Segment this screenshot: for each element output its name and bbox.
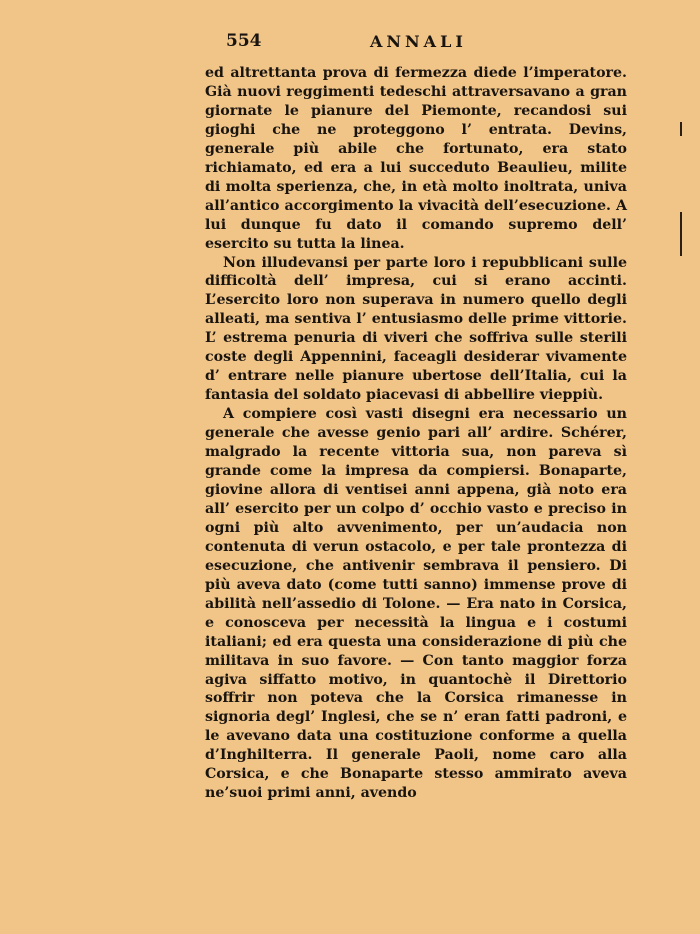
page-edge-mark — [680, 212, 682, 256]
paragraph-2: Non illudevansi per parte loro i repubblicani sulle difficoltà dell’ impresa, cui si erano accinti. L’esercito loro non superava in numero quello degli alleati, ma sentiva l’ entusiasmo delle prime vittorie. L’ estrema penuria di viveri che soffriva sulle sterili coste degli Appennini, faceagli desiderar vivamente d’ entrare nelle pianure ubertose dell’Italia, cui la fantasia del soldato piacevasi di abbellire vieppiù. — [205, 254, 627, 404]
running-title: ANNALI — [370, 32, 467, 51]
paragraph-3: A compiere così vasti disegni era necessario un generale che avesse genio pari all’ ardire. Schérer, malgrado la recente vittoria sua, non pareva sì grande come la impresa da compiersi. Bonaparte, giovine allora di ventisei anni appena, già noto era all’ esercito per un colpo d’ occhio vasto e preciso in ogni più alto avvenimento, per un’audacia non contenuta di verun ostacolo, e per tale prontezza di esecuzione, che antivenir sembrava il pensiero. Di più aveva dato (come tutti sanno) immense prove di abilità nell’assedio di Tolone. — Era nato in Corsica, e conosceva per necessità la lingua e i costumi italiani; ed era questa una considerazione di più che militava in suo favore. — Con tanto maggior forza agiva siffatto motivo, in quantochè il Direttorio soffrir non poteva che la Corsica rimanesse in signoria degl’ Inglesi, che se n’ eran fatti padroni, e le avevano data una costituzione conforme a quella d’Inghilterra. Il generale Paoli, nome caro alla Corsica, e che Bonaparte stesso ammirato aveva ne’suoi primi anni, avendo — [205, 406, 627, 802]
paragraph-1: ed altrettanta prova di fermezza diede l’imperatore. Già nuovi reggimenti tedeschi attraversavano a gran giornate le pianure del Piemonte, recandosi sui gioghi che ne proteggono l’ entrata. Devins, generale più abile che fortunato, era stato richiamato, ed era a lui succeduto Beaulieu, milite di molta sperienza, che, in età molto inoltrata, univa all’antico accorgimento la vivacità dell’esecuzione. A lui dunque fu dato il comando supremo dell’ esercito su tutta la linea. — [205, 65, 627, 252]
page-edge-mark — [680, 122, 682, 136]
page-number: 554 — [226, 31, 262, 51]
body-text — [205, 64, 627, 803]
